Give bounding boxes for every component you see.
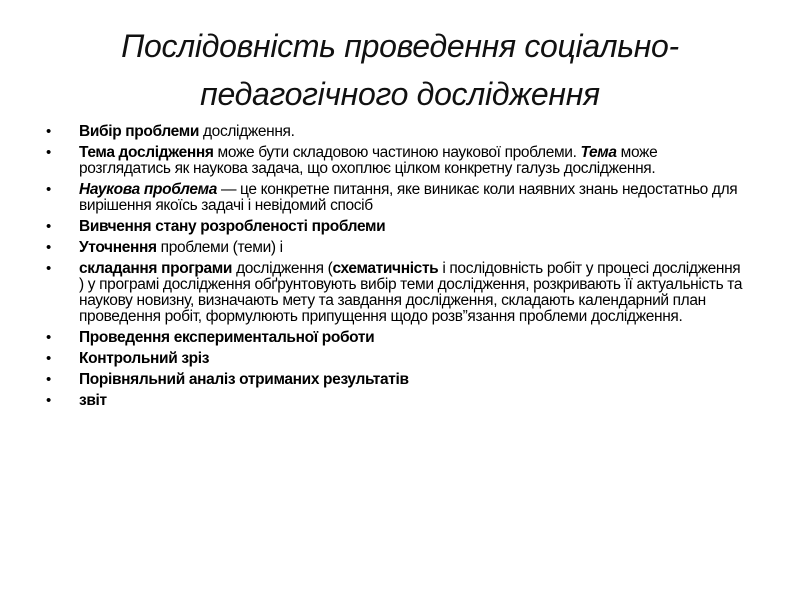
bullet-icon: • <box>46 329 51 346</box>
body-text: може розглядатись як наукова задача, що охоплює цілком конкретну галузь дослідження. <box>79 144 658 177</box>
bold-text: Тема дослідження <box>79 144 214 161</box>
bullet-icon: • <box>46 123 51 140</box>
body-text: проблеми (теми) і <box>156 239 283 256</box>
body-text: дослідження. <box>199 123 295 140</box>
list-item <box>46 330 746 346</box>
slide-title-line-2: педагогічного дослідження <box>200 76 600 112</box>
list-item <box>46 240 746 256</box>
bold-text: Уточнення <box>79 239 157 256</box>
body-text: дослідження ( <box>232 260 333 277</box>
bold-text: звіт <box>79 392 107 409</box>
bullet-list <box>46 124 746 414</box>
bold-italic-text: Наукова проблема <box>79 181 217 198</box>
bold-text: Порівняльний аналіз отриманих результатів <box>79 371 409 388</box>
body-text: може бути складовою частиною наукової проблеми. <box>213 144 581 161</box>
bullet-icon: • <box>46 350 51 367</box>
slide-title <box>40 22 760 118</box>
bold-text: Контрольний зріз <box>79 350 210 367</box>
bold-text: Проведення експериментальної роботи <box>79 329 375 346</box>
bold-text: складання програми <box>79 260 233 277</box>
bullet-icon: • <box>46 218 51 235</box>
bullet-icon: • <box>46 371 51 388</box>
list-item <box>46 393 746 409</box>
list-item <box>46 219 746 235</box>
bullet-icon: • <box>46 144 51 161</box>
bold-text: Вивчення стану розробленості проблеми <box>79 218 386 235</box>
bullet-icon: • <box>46 239 51 256</box>
bullet-icon: • <box>46 181 51 198</box>
list-item <box>46 351 746 367</box>
body-text: і послідовність робіт у процесі дослідження ) у програмі дослідження обґрунтовують вибір теми дослідження, розкривають її актуальність та наукову новизну, визначають мету та завдання дослідження, складають календарний план проведення робіт, формулюють припущення щодо розв”язання проблеми дослідження. <box>79 260 743 325</box>
bold-text: Вибір проблеми <box>79 123 200 140</box>
bold-text: схематичність <box>332 260 439 277</box>
list-item <box>46 182 746 214</box>
bullet-icon: • <box>46 392 51 409</box>
list-item <box>46 372 746 388</box>
list-item <box>46 261 746 325</box>
bold-italic-text: Тема <box>580 144 617 161</box>
slide-title-line-1: Послідовність проведення соціально- <box>121 28 679 64</box>
bullet-icon: • <box>46 260 51 277</box>
list-item <box>46 124 746 140</box>
body-text: — це конкретне питання, яке виникає коли наявних знань недостатньо для вирішення якоїсь задачі і невідомий спосіб <box>79 181 738 214</box>
list-item <box>46 145 746 177</box>
